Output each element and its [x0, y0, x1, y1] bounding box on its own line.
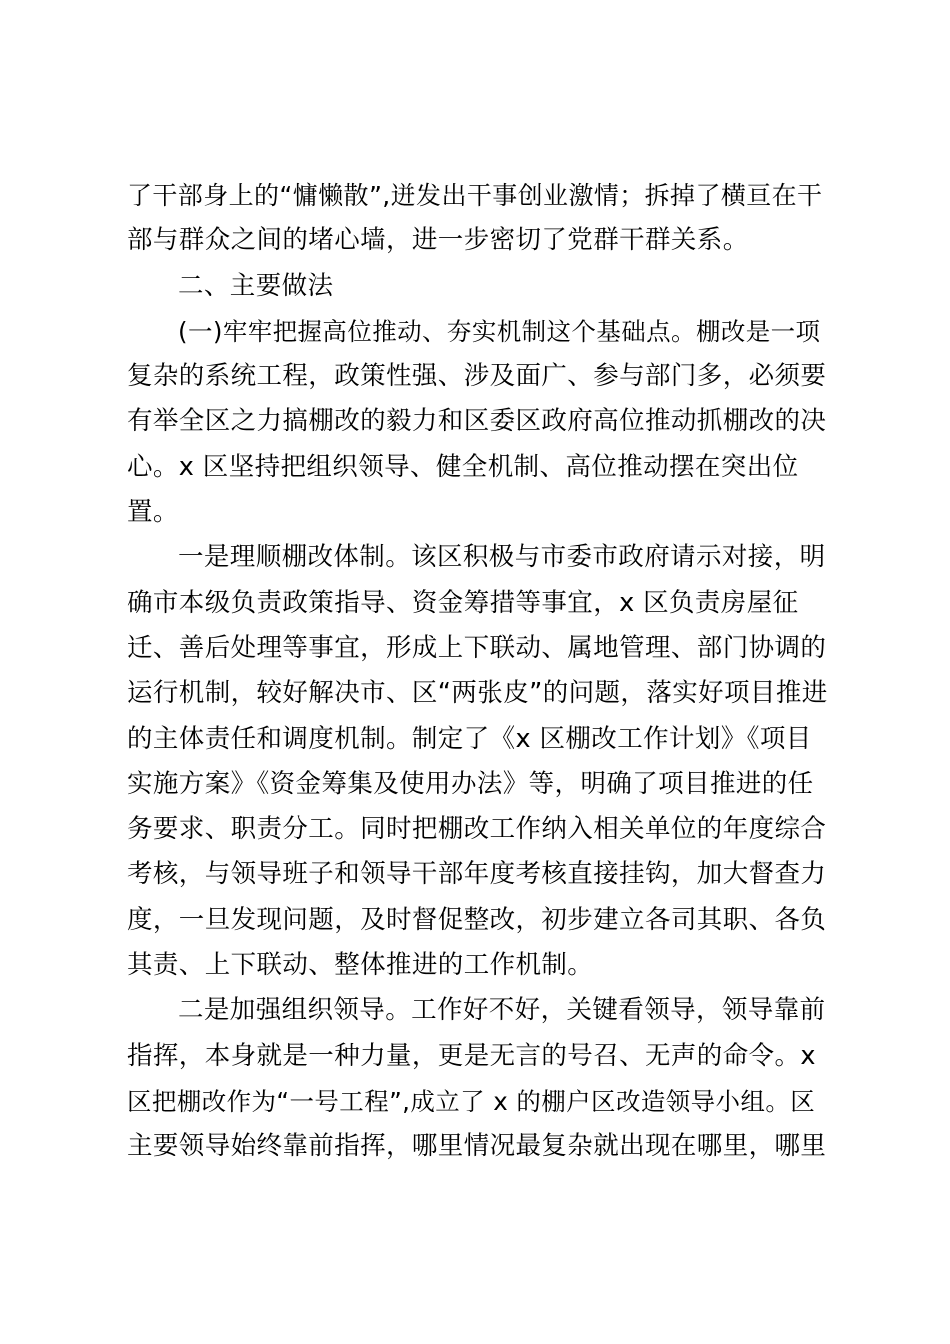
text-line: 务要求、职责分工。同时把棚改工作纳入相关单位的年度综合: [127, 814, 827, 845]
text-line: 一是理顺棚改体制。该区积极与市委市政府请示对接，明: [178, 542, 826, 573]
text-line: 考核，与领导班子和领导干部年度考核直接挂钩，加大督查力: [127, 859, 827, 890]
text-line: 实施方案》《资金筹集及使用办法》等，明确了项目推进的任: [127, 768, 814, 799]
text-line: 其责、上下联动、整体推进的工作机制。: [127, 950, 594, 981]
text-line: 了干部身上的“慵懒散”,迸发出干事创业激情；拆掉了横亘在干: [127, 181, 823, 210]
text-line: 有举全区之力搞棚改的毅力和区委区政府高位推动抓棚改的决: [127, 406, 827, 437]
text-line: 心。x 区坚持把组织领导、健全机制、高位推动摆在突出位: [127, 451, 799, 482]
text-line: 指挥，本身就是一种力量，更是无言的号召、无声的命令。x: [127, 1040, 816, 1071]
text-line: 二是加强组织领导。工作好不好，关键看领导，领导靠前: [178, 995, 826, 1026]
text-line: 迁、善后处理等事宜，形成上下联动、属地管理、部门协调的: [127, 632, 827, 663]
text-line: 部与群众之间的堵心墙，进一步密切了党群干群关系。: [127, 225, 749, 256]
text-line: (一)牢牢把握高位推动、夯实机制这个基础点。棚改是一项: [178, 316, 821, 346]
text-line: 的主体责任和调度机制。制定了《x 区棚改工作计划》《项目: [127, 723, 812, 754]
document-body: [127, 173, 827, 1170]
text-line: 置。: [127, 497, 179, 528]
text-line: 二、主要做法: [178, 270, 334, 301]
text-line: 主要领导始终靠前指挥，哪里情况最复杂就出现在哪里，哪里: [127, 1131, 827, 1162]
text-line: 运行机制，较好解决市、区“两张皮”的问题，落实好项目推进: [127, 678, 828, 709]
text-line: 度，一旦发现问题，及时督促整改，初步建立各司其职、各负: [127, 904, 827, 935]
text-line: 区把棚改作为“一号工程”,成立了 x 的棚户区改造领导小组。区: [127, 1086, 816, 1116]
text-line: 确市本级负责政策指导、资金筹措等事宜，x 区负责房屋征: [127, 587, 799, 618]
text-line: 复杂的系统工程，政策性强、涉及面广、参与部门多，必须要: [127, 361, 827, 392]
